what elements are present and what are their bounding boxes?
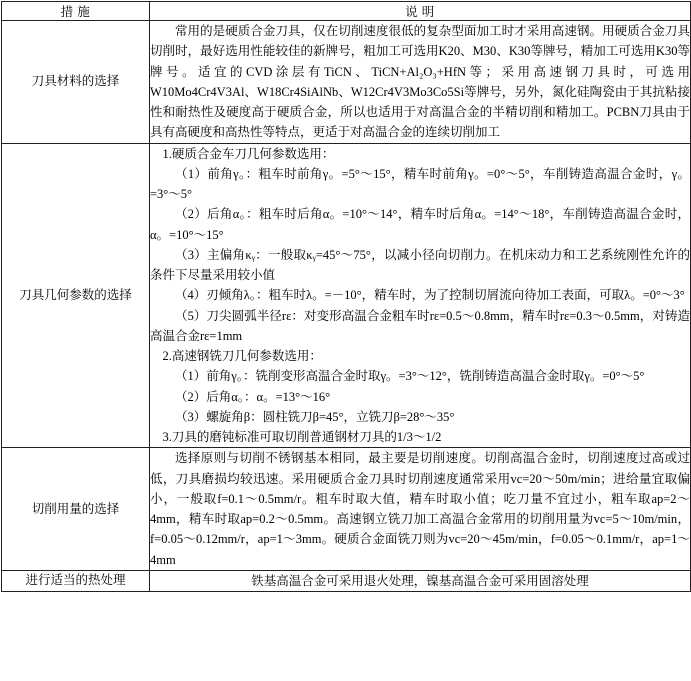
table-row — [2, 21, 691, 144]
row-label-tool-geometry: 刀具几何参数的选择 — [2, 143, 150, 448]
table-header-row — [2, 2, 691, 21]
row-content-cutting-parameters — [150, 448, 691, 571]
row-content-tool-geometry — [150, 143, 691, 448]
paragraph: （2）后角α。：α。=13°～16° — [175, 389, 331, 404]
paragraph: 2.高速钢铣刀几何参数选用： — [162, 349, 322, 363]
row-label-tool-material: 刀具材料的选择 — [2, 21, 150, 144]
paragraph: 常用的是硬质合金刀具，仅在切削速度很低的复杂型面加工时才采用高速钢。用硬质合金刀具切削时，最好选用性能较佳的新牌号，粗加工可选用K20、M30、K30等牌号，精加工可选用K30等牌号。适宜的CVD涂层有TiCN、TiCN+Al₂O₃+HfN等；采用高速钢刀具时，可选用W10Mo4Cr4V3Al、W18Cr4SiAlNb、W12Cr4V3Mo3Co5Si等牌号，另外，氮化硅陶瓷由于其抗粘接性和耐热性及硬度高于硬质合金，所以也适用于对高温合金的半精切削和精加工。PCBN刀具由于具有高硬度和高热性等特点，更适于对高温合金的连续切削加工 — [150, 24, 690, 140]
paragraph: （5）刀尖圆弧半径rε：对变形高温合金粗车时rε=0.5～0.8mm，精车时rε=0.3～0.5mm，对铸造高温合金rε=1mm — [150, 308, 690, 343]
paragraph: 3.刀具的磨钝标准可取切削普通钢材刀具的1/3～1/2 — [162, 430, 442, 444]
measures-table — [1, 1, 691, 592]
paragraph: 选择原则与切削不锈钢基本相同，最主要是切削速度。切削高温合金时，切削速度过高或过低，刀具磨损均较迅速。采用硬质合金刀具时切削速度通常采用vc=20～50m/min；进给量宜取偏小，一般取f=0.1～0.5mm/r。粗车时取大值，精车时取小值；吃刀量不宜过小，粗车取ap=2～4mm，精车时取ap=0.2～0.5mm。高速钢立铣刀加工高温合金常用的切削用量为vc=5～10m/min，f=0.05～0.12mm/r，ap=1～3mm。硬质合金面铣刀则为vc=20～45m/min，f=0.05～0.1mm/r，ap=1～4mm — [150, 451, 690, 567]
row-content-heat-treatment: 铁基高温合金可采用退火处理，镍基高温合金可采用固溶处理 — [150, 570, 691, 591]
paragraph: （1）前角γ。：铣削变形高温合金时取γ。=3°～12°，铣削铸造高温合金时取γ。=0°～5° — [175, 369, 645, 384]
table-row — [2, 143, 691, 448]
row-label-heat-treatment: 进行适当的热处理 — [2, 570, 150, 591]
table-row — [2, 570, 691, 591]
column-header-measure: 措 施 — [2, 2, 150, 21]
paragraph: （3）螺旋角β：圆柱铣刀β=45°，立铣刀β=28°～35° — [175, 409, 455, 424]
row-content-tool-material — [150, 21, 691, 144]
table-row — [2, 448, 691, 571]
paragraph: （1）前角γ。：粗车时前角γ。=5°～15°，精车时前角γ。=0°～5°，车削铸造高温合金时，γ。=3°～5° — [150, 166, 690, 201]
paragraph: （2）后角α。：粗车时后角α。=10°～14°，精车时后角α。=14°～18°，车削铸造高温合金时，α。=10°～15° — [150, 207, 690, 242]
paragraph: （4）刃倾角λ。：粗车时λ。=－10°，精车时，为了控制切屑流向待加工表面，可取λ。=0°～3° — [175, 288, 685, 303]
paragraph: 1.硬质合金车刀几何参数选用： — [162, 146, 335, 161]
row-label-cutting-parameters: 切削用量的选择 — [2, 448, 150, 571]
document-page — [0, 1, 691, 681]
column-header-description: 说 明 — [150, 2, 691, 21]
paragraph: （3）主偏角κᵧ：一般取κᵧ=45°～75°，以减小径向切削力。在机床动力和工艺系统刚性允许的条件下尽量采用较小值 — [150, 247, 690, 282]
